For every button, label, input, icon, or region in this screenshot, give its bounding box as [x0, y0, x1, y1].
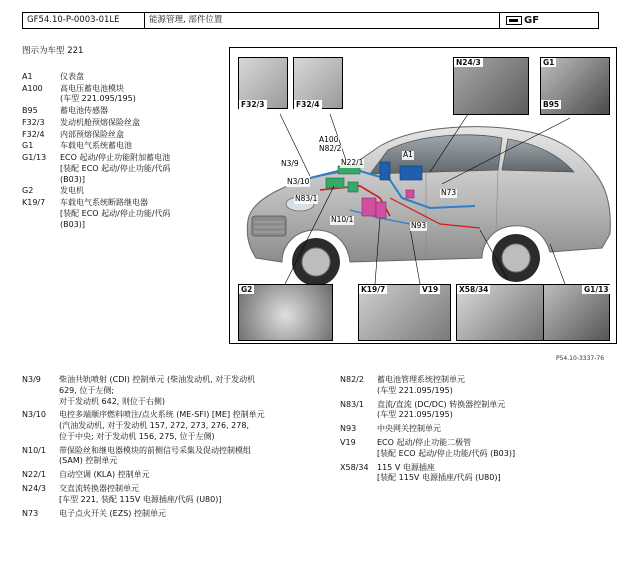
legend-line: ECO 起动/停止功能附加蓄电池 [60, 153, 171, 162]
callout-a100: A100 [319, 135, 339, 144]
legend-description [60, 106, 227, 117]
callout-n3-9: N3/9 [281, 159, 299, 168]
legend-description [59, 375, 322, 407]
legend-code: A100 [22, 83, 43, 93]
legend-line: [车型 221, 装配 115V 电源插座/代码 (U80)] [59, 494, 222, 504]
legend-line: 对于发动机 642, 则位于右侧) [59, 396, 166, 406]
callout-n93: N93 [411, 221, 427, 230]
label-v19: V19 [422, 285, 439, 294]
gf-label: GF [524, 14, 540, 26]
legend-line: 直流/直流 (DC/DC) 转换器控制单元 [377, 399, 506, 409]
gf-logo-icon [506, 16, 522, 25]
legend-item [22, 84, 227, 106]
label-g1-13: G1/13 [584, 285, 609, 294]
legend-item [22, 198, 227, 230]
legend-line: [装配 ECO 起动/停止功能/代码 [60, 208, 171, 218]
legend-code: F32/4 [22, 129, 45, 139]
legend-line: (车型 221.095/195) [377, 385, 453, 395]
legend-code: N3/10 [22, 410, 46, 420]
legend-line: (SAM) 控制单元 [59, 456, 118, 466]
legend-description [60, 153, 227, 185]
legend-line: (车型 221.095/195) [377, 410, 453, 420]
legend-description [59, 470, 322, 481]
label-b95: B95 [543, 100, 560, 109]
legend-item [340, 400, 600, 422]
legend-item [340, 424, 600, 435]
legend-line: 中央网关控制单元 [377, 424, 441, 434]
legend-description [60, 130, 227, 141]
legend-line: 自动空调 (KLA) 控制单元 [59, 470, 150, 480]
legend-item [22, 118, 227, 129]
legend-line: 柴油共轨喷射 (CDI) 控制单元 (柴油发动机, 对于发动机 [59, 375, 256, 384]
component-location-figure [229, 47, 617, 344]
legend-item [22, 186, 227, 197]
legend-item [22, 446, 322, 468]
legend-line: 蓄电池传感器 [60, 106, 108, 116]
label-g2: G2 [241, 285, 253, 294]
legend-code: V19 [340, 438, 356, 448]
label-f32-3: F32/3 [241, 100, 265, 109]
legend-item [340, 463, 600, 485]
model-line: 图示为车型 221 [22, 46, 84, 56]
document-header [22, 12, 599, 29]
legend-code: N22/1 [22, 470, 46, 480]
legend-description [60, 141, 227, 152]
legend-line: ECO 起动/停止功能二极管 [377, 438, 472, 448]
legend-item [22, 410, 322, 442]
legend-description [377, 424, 600, 435]
legend-item [22, 106, 227, 117]
legend-line: 高电压蓄电池模块 [60, 83, 124, 93]
legend-item [22, 375, 322, 407]
legend-code: A1 [22, 72, 33, 81]
callout-n73: N73 [441, 188, 457, 197]
figure-code: P54.10-3337-76 [556, 355, 605, 362]
legend-code: N82/2 [340, 375, 364, 384]
legend-code: G2 [22, 186, 34, 196]
legend-item [340, 438, 600, 460]
legend-line: 车载电气系统断路继电器 [60, 198, 148, 207]
callout-n3-10: N3/10 [287, 177, 310, 186]
legend-line: 发动机舱预熔保险丝盒 [60, 117, 140, 127]
legend-line: 交直流转换器控制单元 [59, 484, 139, 494]
legend-line: [装配 115V 电源插座/代码 (U80)] [377, 473, 501, 483]
legend-code: X58/34 [340, 462, 369, 472]
legend-item [22, 141, 227, 152]
legend-description [60, 118, 227, 129]
legend-code: N73 [22, 508, 39, 518]
legend-line: (汽油发动机, 对于发动机 157, 272, 273, 276, 278, [59, 421, 249, 431]
legend-description [377, 375, 600, 397]
legend-description [377, 438, 600, 460]
legend-code: N3/9 [22, 375, 41, 384]
legend-code: F32/3 [22, 117, 45, 127]
legend-code: N83/1 [340, 399, 364, 409]
legend-description [60, 72, 227, 83]
legend-description [60, 186, 227, 197]
legend-line: 带保险丝和继电器模块的前侧信号采集及促动控制模组 [59, 445, 251, 455]
legend-code: B95 [22, 106, 38, 116]
legend-line: 车载电气系统蓄电池 [60, 141, 132, 151]
legend-line: [装配 ECO 起动/停止功能/代码 (B03)] [377, 448, 516, 458]
label-k19-7: K19/7 [361, 285, 386, 294]
legend-line: 电子点火开关 (EZS) 控制单元 [59, 508, 166, 518]
doc-title: 能源管理, 部件位置 [145, 13, 500, 28]
legend-item [22, 470, 322, 481]
callout-n10-1: N10/1 [331, 215, 354, 224]
legend-line: 发电机 [60, 186, 84, 196]
legend-item [340, 375, 600, 397]
legend-code: K19/7 [22, 198, 46, 207]
legend-description [59, 509, 322, 520]
callout-n82-2: N82/2 [319, 144, 342, 153]
legend-line: 629, 位于左侧; [59, 385, 115, 395]
legend-line: 115 V 电源插座 [377, 462, 435, 472]
label-g1: G1 [543, 58, 555, 67]
callout-a1: A1 [403, 150, 413, 159]
gf-badge [500, 13, 598, 28]
legend-item [22, 153, 227, 185]
legend-line: 位于中央; 对于发动机 156, 275, 位于左侧) [59, 431, 215, 441]
legend-description [59, 446, 322, 468]
label-x58-34: X58/34 [459, 285, 489, 294]
legend-item [22, 484, 322, 506]
legend-item [22, 130, 227, 141]
legend-description [59, 410, 322, 442]
legend-description [60, 198, 227, 230]
legend-line: 仪表盘 [60, 72, 84, 81]
legend-line: (车型 221.095/195) [60, 94, 136, 104]
legend-description [59, 484, 322, 506]
doc-code: GF54.10-P-0003-01LE [23, 13, 145, 28]
legend-line: (B03)] [60, 174, 86, 184]
legend-description [377, 463, 600, 485]
legend-line: [装配 ECO 起动/停止功能/代码 [60, 163, 171, 173]
legend-line: 内部预熔保险丝盒 [60, 129, 124, 139]
callout-n83-1: N83/1 [295, 194, 318, 203]
callout-n22-1: N22/1 [341, 158, 364, 167]
legend-code: N10/1 [22, 445, 46, 455]
legend-line: (B03)] [60, 219, 86, 229]
legend-description [377, 400, 600, 422]
legend-code: N93 [340, 424, 357, 434]
legend-code: G1 [22, 141, 34, 151]
label-n24-3: N24/3 [456, 58, 481, 67]
legend-line: 电控多端顺序燃料喷注/点火系统 (ME-SFI) [ME] 控制单元 [59, 410, 265, 420]
legend-line: 蓄电池管理系统控制单元 [377, 375, 465, 384]
label-f32-4: F32/4 [296, 100, 320, 109]
legend-item [22, 509, 322, 520]
legend-code: N24/3 [22, 484, 46, 494]
legend-description [60, 84, 227, 106]
legend-code: G1/13 [22, 153, 47, 162]
legend-item [22, 72, 227, 83]
